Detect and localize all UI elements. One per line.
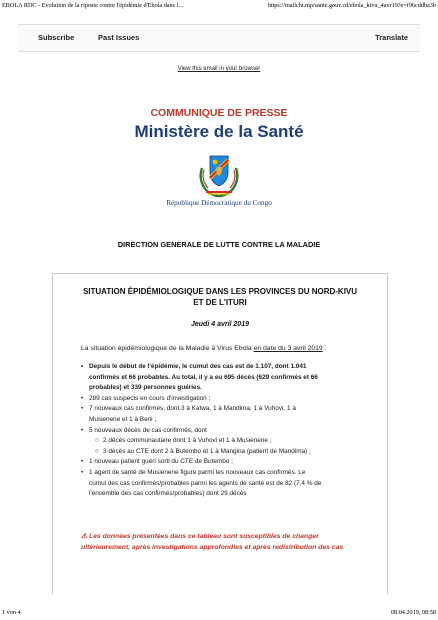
list-item [81,362,373,394]
ministry-title: Ministère de la Santé [134,122,304,141]
bullet-icon: • [81,394,84,402]
list-item [81,426,373,458]
list-item-line: 1 nouveau patient guéri sorti du CTE de Butembo ; [89,458,233,466]
list-item [81,394,373,405]
print-header-title: EBOLA RDC - Evolution de la riposte contre l'épidémie d'Ebola dans l... [2,2,183,9]
list-item-line: Depuis le début de l'épidémie, le cumul des cas est de 1.107, dont 1.041 [89,363,307,370]
republic-name: République Démocratique du Congo [166,199,272,207]
intro-text [81,345,377,352]
list-item-line: Musienene et 1 à Beni ; [89,415,157,423]
situation-card [52,273,388,594]
situation-list [81,362,373,500]
bullet-icon: • [81,405,84,413]
list-item-line: probables) et 339 personnes guéries. [89,384,202,392]
sub-list-item [95,447,373,458]
list-item-line: 5 nouveaux décès de cas confirmés, dont [89,426,207,434]
bullet-icon: • [81,458,84,466]
list-item-line: 7 nouveaux cas confirmés, dont 3 à Katwa, 1 à Mandima, 1 à Vuhovi, 1 à [89,405,296,413]
situation-title-line1: SITUATION ÉPIDÉMIOLOGIQUE DANS LES PROVINCES DU NORD-KIVU [82,287,358,296]
direction-heading: DIRECTION GENERALE DE LUTTE CONTRE LA MALADIE [117,240,321,249]
top-nav-bar [18,24,420,52]
sub-list-item-text: 3 décès au CTE dont 2 à Butembo et 1 à Mangina (patient de Mandima) ; [103,447,311,455]
bullet-icon: • [81,363,84,370]
print-footer [0,606,438,616]
list-item [81,468,373,500]
translate-link[interactable]: Translate [375,33,408,42]
intro-suffix: : [322,345,327,352]
intro-prefix: La situation épidémiologique de la Maladie à Virus Ebola [81,345,254,352]
sub-list-item [95,436,373,447]
print-header [0,0,438,12]
data-warning-line: ⚠ Les données présentées dans ce tableau sont susceptibles de changer [81,533,319,540]
situation-title-line2: ET DE L'ITURI [193,298,247,307]
press-release-heading: COMMUNIQUE DE PRESSE [150,107,288,119]
list-item-line: 289 cas suspects en cours d'investigation ; [89,394,211,402]
subscribe-link[interactable]: Subscribe [38,33,75,42]
bullet-icon: • [81,426,84,434]
list-item [81,404,373,425]
intro-date-underlined: en date du 3 avril 2019 [253,345,323,352]
sub-bullet-icon: ○ [95,447,99,455]
bullet-icon: • [81,468,84,476]
past-issues-link[interactable]: Past Issues [98,33,140,42]
list-item [81,457,373,468]
print-header-url: https://mailchi.mp/sante.gouv.cd/ebola_kivu_4avr19?e=f96cddba3b [267,2,436,9]
sub-list-item-text: 2 décès communautaire dont 1 à Vuhovi et 1 à Musienene ; [103,437,272,445]
page-number: 1 von 4 [2,609,21,616]
data-warning-line: ultérieurement, après investigations approfondies et après redistribution des cas [81,543,344,551]
list-item-line: 1 agent de santé de Musienene figure parmi les nouveaux cas confirmés. Le [89,468,306,476]
report-date: Jeudi 4 avril 2019 [191,321,249,328]
view-in-browser-link[interactable]: View this email in your browser [177,66,261,72]
list-item-line: confirmés et 66 probables. Au total, il y a eu 695 décès (629 confirmés et 66 [89,373,318,381]
list-item-line: cumul des cas confirmés/probables parmi les agents de santé est de 82 (7,4 % de [89,479,322,487]
drc-coat-of-arms-icon [196,152,242,198]
data-warning [81,532,377,554]
sub-bullet-icon: ○ [95,437,99,445]
print-timestamp: 08.04.2019, 08:58 [390,609,436,616]
list-item-line: l'ensemble des cas confirmés/probables) dont 29 décès [89,490,247,498]
situation-title [53,286,387,308]
